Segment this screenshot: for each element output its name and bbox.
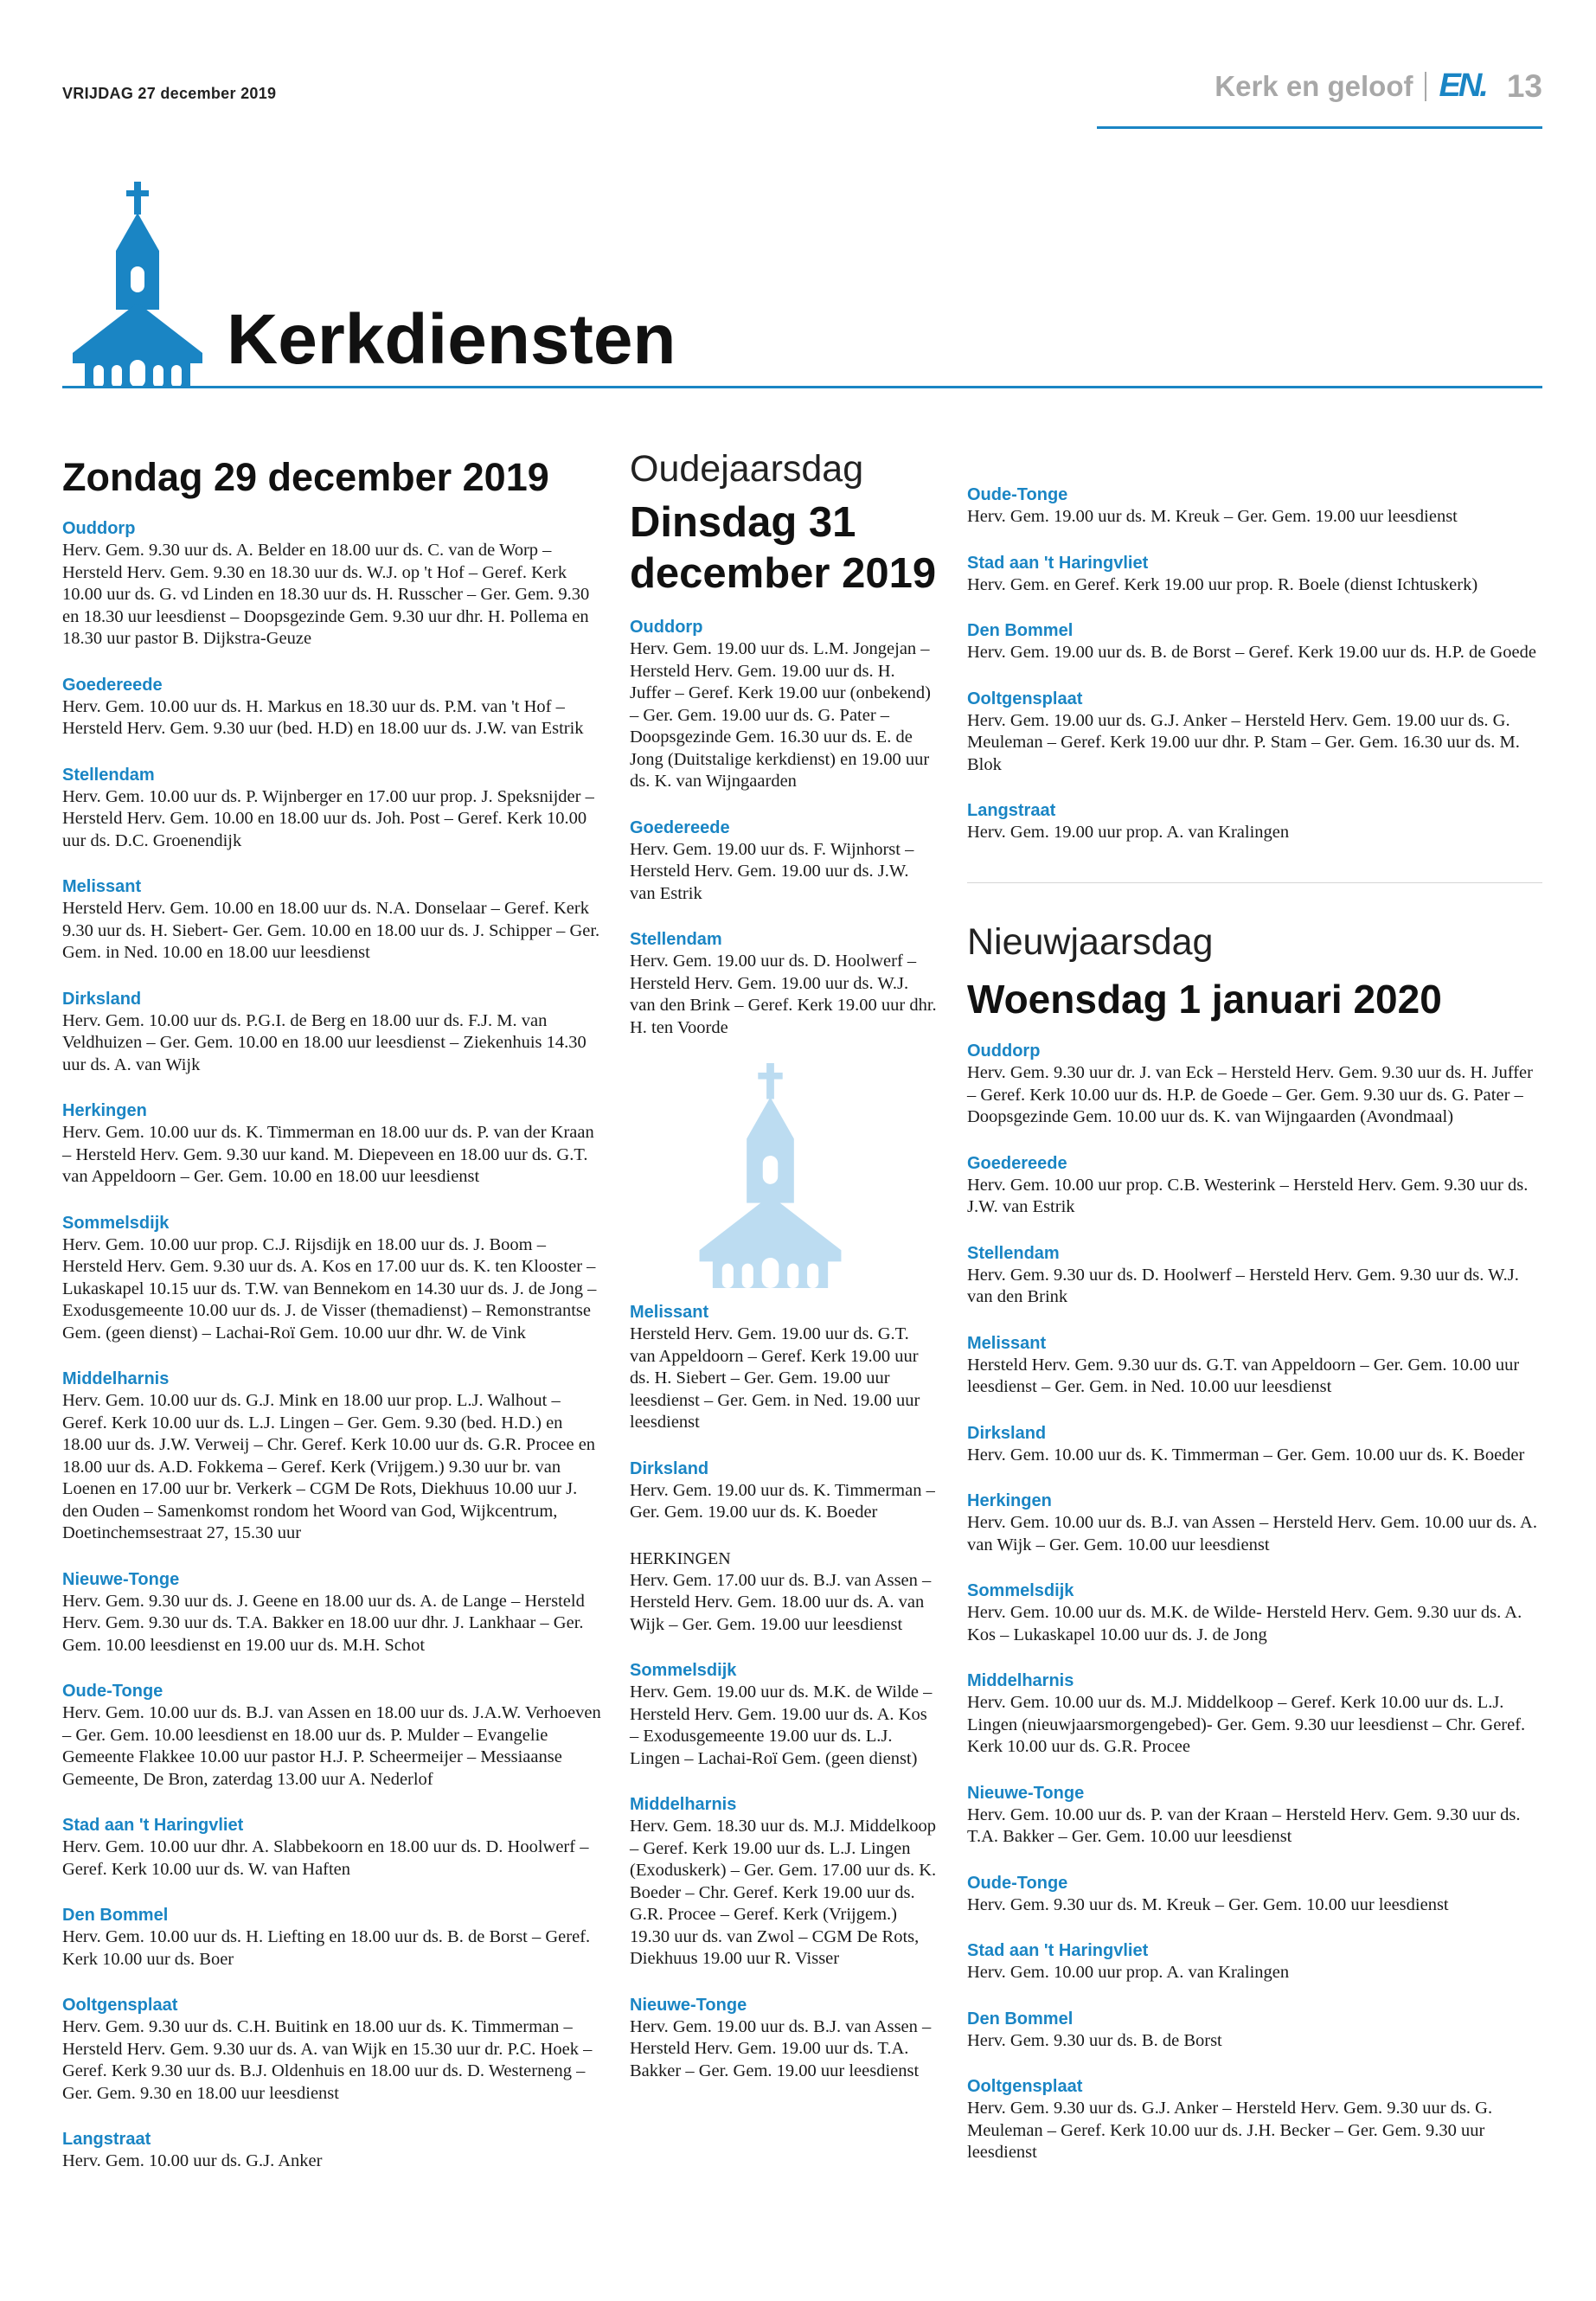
service-details: Herv. Gem. 19.00 uur ds. D. Hoolwerf – Hersteld Herv. Gem. 19.00 uur ds. W.J. van den Brink – Geref. Kerk 19.00 uur dhr. H. ten Voorde [630, 952, 937, 1037]
service-details: Herv. Gem. 10.00 uur ds. G.J. Anker [62, 2151, 323, 2170]
service-details: Herv. Gem. 9.30 uur dr. J. van Eck – Hersteld Herv. Gem. 9.30 uur ds. H. Juffer – Geref. Kerk 10.00 uur ds. H.P. de Goede – Ger. Gem. 9.30 uur ds. G. Pater – Doopsgezinde Gem. 10.00 uur ds. K. van Wijngaarden (Avondmaal) [967, 1063, 1533, 1127]
place-name: Ouddorp [62, 519, 136, 538]
service-details: Herv. Gem. 10.00 uur prop. A. van Kralingen [967, 1963, 1290, 1983]
place-name: Stad aan 't Haringvliet [62, 1816, 244, 1835]
service-details: Herv. Gem. 19.00 uur prop. A. van Kralingen [967, 823, 1290, 842]
en-logo: EN. [1439, 67, 1486, 104]
place-name: Ouddorp [967, 1042, 1041, 1061]
service-details: Herv. Gem. 9.30 uur ds. A. Belder en 18.00 uur ds. C. van de Worp – Hersteld Herv. Gem. 9.30 en 18.30 uur ds. W.J. op 't Hof – Geref. Kerk 10.00 uur ds. G. vd Linden en 18.30 uur ds. H. Russcher – Ger. Gem. 9.30 en 18.30 uur leesdienst – Doopsgezinde Gem. 9.30 uur dhr. H. Pollema en 18.30 uur pastor B. Dijkstra-Geuze [62, 541, 590, 648]
service-entry [62, 1368, 604, 1545]
sunday-column [62, 454, 604, 2197]
service-details: Herv. Gem. 19.00 uur ds. M.K. de Wilde – Hersteld Herv. Gem. 19.00 uur ds. A. Kos – Exodusgemeente 19.00 uur ds. L.J. Lingen – Lachai-Roï Gem. (geen dienst) [630, 1682, 933, 1768]
place-name: Ooltgensplaat [62, 1996, 178, 2015]
oudejaar-entries-bottom [630, 1302, 938, 2082]
service-entry [62, 2129, 604, 2173]
service-entry [967, 1873, 1542, 1917]
sunday-title: Zondag 29 december 2019 [62, 455, 549, 499]
service-entry [62, 1905, 604, 1971]
service-entry [967, 1041, 1542, 1129]
place-name: Den Bommel [967, 621, 1074, 640]
service-entry [967, 1670, 1542, 1759]
service-details: Hersteld Herv. Gem. 19.00 uur ds. G.T. van Appeldoorn – Geref. Kerk 19.00 uur ds. H. Siebert – Ger. Gem. 19.00 uur leesdienst – Ger. Gem. in Ned. 19.00 uur leesdienst [630, 1324, 920, 1433]
service-entry [967, 689, 1542, 777]
service-details: Herv. Gem. 10.00 uur ds. B.J. van Assen en 18.00 uur ds. J.A.W. Verhoeven – Ger. Gem. 10.00 leesdienst en 18.00 uur ds. P. Mulder – Evangelie Gemeente Flakkee 10.00 uur pastor H.J. P. Scheermeijer – Messiaanse Gemeente, De Bron, zaterdag 13.00 uur A. Nederlof [62, 1703, 601, 1789]
service-details: Herv. Gem. 19.00 uur ds. G.J. Anker – Hersteld Herv. Gem. 19.00 uur ds. G. Meuleman – Geref. Kerk 19.00 uur dhr. P. Stam – Ger. Gem. 16.30 uur ds. M. Blok [967, 710, 1520, 774]
service-details: Herv. Gem. 10.00 uur prop. C.B. Westerink – Hersteld Herv. Gem. 9.30 uur ds. J.W. van Estrik [967, 1175, 1529, 1217]
section-name: Kerk en geloof [1215, 69, 1413, 102]
oudejaar-title: Dinsdag 31 december 2019 [630, 499, 937, 598]
place-name: Stellendam [630, 930, 722, 950]
service-entry [62, 1815, 604, 1881]
service-details: Herv. Gem. 19.00 uur ds. F. Wijnhorst – Hersteld Herv. Gem. 19.00 uur ds. J.W. van Estrik [630, 839, 914, 903]
title-rule [62, 386, 1542, 388]
page-title: Kerkdiensten [227, 300, 676, 379]
service-entry [62, 876, 604, 965]
place-name: Middelharnis [967, 1671, 1074, 1691]
place-name: Nieuwe-Tonge [967, 1783, 1085, 1803]
service-details: Herv. Gem. 10.00 uur ds. P.G.I. de Berg en 18.00 uur ds. F.J. M. van Veldhuizen – Ger. Gem. 10.00 en 18.00 uur leesdienst – Ziekenhuis 14.30 uur ds. A. van Wijk [62, 1010, 586, 1074]
service-entry [967, 2076, 1542, 2164]
service-details: Herv. Gem. 19.00 uur ds. B.J. van Assen – Hersteld Herv. Gem. 19.00 uur ds. T.A. Bakker – Ger. Gem. 19.00 uur leesdienst [630, 2016, 932, 2080]
service-details: Hersteld Herv. Gem. 10.00 en 18.00 uur ds. N.A. Donselaar – Geref. Kerk 9.30 uur ds. H. Siebert- Ger. Gem. 10.00 en 18.00 uur ds. J. Schipper – Ger. Gem. in Ned. 10.00 en 18.00 uur leesdienst [62, 899, 600, 962]
place-name: Melissant [630, 1303, 709, 1323]
service-details: Herv. Gem. 19.00 uur ds. B. de Borst – Geref. Kerk 19.00 uur ds. H.P. de Goede [967, 643, 1536, 662]
third-column [967, 484, 1542, 2189]
service-entry [630, 1458, 938, 1524]
page-number: 13 [1506, 67, 1542, 104]
service-details: Herv. Gem. 19.00 uur ds. L.M. Jongejan – Hersteld Herv. Gem. 19.00 uur ds. H. Juffer – Geref. Kerk 19.00 uur (onbekend) – Ger. Gem. 19.00 uur ds. G. Pater – Doopsgezinde Gem. 16.30 uur ds. E. de Jong (Duitstalige kerkdienst) en 19.00 uur ds. K. van Wijngaarden [630, 639, 931, 792]
service-entry [62, 1569, 604, 1657]
service-entry [630, 1995, 938, 2083]
nieuwjaar-subtitle: Nieuwjaarsdag [967, 920, 1214, 963]
place-name: Sommelsdijk [967, 1581, 1074, 1601]
service-entry [630, 1302, 938, 1434]
service-details: Herv. Gem. 18.30 uur ds. M.J. Middelkoop – Geref. Kerk 19.00 uur ds. L.J. Lingen (Exoduskerk) – Ger. Gem. 17.00 uur ds. K. Boeder – Chr. Geref. Kerk 19.00 uur ds. G.R. Procee – Geref. Kerk (Vrijgem.) 19.30 uur ds. van Zwol – CGM De Rots, Diekhuus 19.00 uur R. Visser [630, 1817, 937, 1969]
service-entry [630, 1794, 938, 1971]
service-entry [630, 817, 938, 906]
place-name: Langstraat [967, 801, 1056, 820]
service-entry [967, 484, 1542, 529]
service-entry [62, 1995, 604, 2105]
nieuwjaar-title: Woensdag 1 januari 2020 [967, 976, 1442, 1022]
place-name: Ouddorp [630, 618, 703, 638]
place-name: Nieuwe-Tonge [62, 1569, 180, 1589]
service-details: Herv. Gem. 10.00 uur ds. M.K. de Wilde- Hersteld Herv. Gem. 9.30 uur ds. A. Kos – Lukaskapel 10.00 uur ds. J. de Jong [967, 1603, 1522, 1644]
oudejaar-column [630, 448, 938, 2106]
service-entry [967, 553, 1542, 597]
service-details: Herv. Gem. en Geref. Kerk 19.00 uur prop. R. Boele (dienst Ichtuskerk) [967, 574, 1478, 594]
service-entry [62, 1213, 604, 1345]
service-entry [62, 989, 604, 1077]
service-details: Herv. Gem. 9.30 uur ds. D. Hoolwerf – Hersteld Herv. Gem. 9.30 uur ds. W.J. van den Brink [967, 1265, 1519, 1307]
service-details: Hersteld Herv. Gem. 9.30 uur ds. G.T. van Appeldoorn – Ger. Gem. 10.00 uur leesdienst – Ger. Gem. in Ned. 10.00 uur leesdienst [967, 1355, 1520, 1397]
service-details: Herv. Gem. 10.00 uur ds. H. Liefting en 18.00 uur ds. B. de Borst – Geref. Kerk 10.00 uur ds. Boer [62, 1927, 591, 1969]
service-entry [630, 617, 938, 793]
section-divider [967, 882, 1542, 883]
service-details: Herv. Gem. 10.00 uur ds. M.J. Middelkoop – Geref. Kerk 10.00 uur ds. L.J. Lingen (nieuwjaarsmorgengebed)- Ger. Gem. 9.30 uur leesdienst – Chr. Geref. Kerk 10.00 uur ds. G.R. Procee [967, 1693, 1526, 1757]
service-details: Herv. Gem. 9.30 uur ds. B. de Borst [967, 2030, 1222, 2050]
service-entry [630, 929, 938, 1039]
place-name: Ooltgensplaat [967, 689, 1083, 708]
place-name: Stad aan 't Haringvliet [967, 553, 1149, 573]
place-name: Nieuwe-Tonge [630, 1995, 747, 2015]
service-entry [62, 518, 604, 651]
service-details: Herv. Gem. 10.00 uur ds. K. Timmerman en 18.00 uur ds. P. van der Kraan – Hersteld Herv. Gem. 9.30 uur kand. M. Diepeveen en 18.00 uur ds. G.T. van Appeldoorn – Ger. Gem. 10.00 en 18.00 uur leesdienst [62, 1123, 594, 1186]
place-name: Middelharnis [62, 1369, 170, 1388]
place-name: Den Bommel [62, 1906, 169, 1925]
header-rule [1097, 126, 1542, 129]
page-header [1215, 67, 1542, 105]
service-details: Herv. Gem. 9.30 uur ds. J. Geene en 18.00 uur ds. A. de Lange – Hersteld Herv. Gem. 9.30 uur ds. T.A. Bakker en 18.00 uur dhr. J. Lankhaar – Ger. Gem. 10.00 leesdienst en 19.00 uur ds. M.H. Schot [62, 1591, 585, 1655]
place-name: Dirksland [62, 989, 142, 1009]
service-details: Herv. Gem. 19.00 uur ds. K. Timmerman – Ger. Gem. 19.00 uur ds. K. Boeder [630, 1480, 935, 1522]
service-entry [62, 675, 604, 740]
sunday-entries [62, 518, 604, 2173]
place-name: Oude-Tonge [967, 485, 1068, 504]
service-entry [967, 1490, 1542, 1556]
church-icon [695, 1063, 846, 1288]
service-details: Herv. Gem. 10.00 uur ds. G.J. Mink en 18.00 uur prop. L.J. Walhout – Geref. Kerk 10.00 uur ds. L.J. Lingen – Ger. Gem. 9.30 (bed. H.D.) en 18.00 uur ds. J.W. Verweij – Chr. Geref. Kerk 10.00 uur ds. G.R. Procee en 18.00 uur ds. A.D. Fokkema – Geref. Kerk (Vrijgem.) 9.30 uur br. van Loenen en 17.00 uur br. Verkerk – CGM De Rots, Diekhuus 10.00 uur J. den Ouden – Samenkomst rondom het Woord van God, Wijkcentrum, Doetinchemsestraat 27, 15.30 uur [62, 1391, 596, 1542]
oudejaar-entries-continued [967, 484, 1542, 844]
place-name: Oude-Tonge [967, 1873, 1068, 1893]
service-details: Herv. Gem. 19.00 uur ds. M. Kreuk – Ger. Gem. 19.00 uur leesdienst [967, 507, 1458, 526]
service-details: Herv. Gem. 17.00 uur ds. B.J. van Assen – Hersteld Herv. Gem. 18.00 uur ds. A. van Wijk – Ger. Gem. 19.00 uur leesdienst [630, 1570, 932, 1634]
service-details: Herv. Gem. 10.00 uur ds. P. Wijnberger en 17.00 uur prop. J. Speksnijder – Hersteld Herv. Gem. 10.00 en 18.00 uur ds. Joh. Post – Geref. Kerk 10.00 uur ds. D.C. Groenendijk [62, 786, 594, 850]
service-entry [967, 2009, 1542, 2053]
place-name: Stellendam [967, 1243, 1060, 1263]
place-name: Herkingen [967, 1491, 1052, 1511]
service-entry [630, 1548, 938, 1637]
place-name: Stad aan 't Haringvliet [967, 1941, 1149, 1961]
service-details: Herv. Gem. 9.30 uur ds. C.H. Buitink en 18.00 uur ds. K. Timmerman – Hersteld Herv. Gem. 9.30 uur ds. A. van Wijk en 15.30 uur dr. P.C. Hoek – Geref. Kerk 9.30 uur ds. B.J. Oldenhuis en 18.00 uur ds. D. Westerneng – Ger. Gem. 9.30 en 18.00 uur leesdienst [62, 2017, 593, 2103]
service-details: Herv. Gem. 10.00 uur ds. K. Timmerman – Ger. Gem. 10.00 uur ds. K. Boeder [967, 1445, 1525, 1465]
service-entry [967, 620, 1542, 664]
place-name: Dirksland [967, 1423, 1047, 1443]
place-name: HERKINGEN [630, 1548, 731, 1568]
service-entry [967, 1243, 1542, 1309]
place-name: Goedereede [62, 675, 163, 695]
place-name: Ooltgensplaat [967, 2077, 1083, 2097]
oudejaar-entries-top [630, 617, 938, 1039]
place-name: Den Bommel [967, 2009, 1074, 2029]
place-name: Goedereede [630, 817, 730, 837]
place-name: Melissant [62, 877, 142, 896]
service-entry [62, 1100, 604, 1189]
service-details: Herv. Gem. 10.00 uur dhr. A. Slabbekoorn en 18.00 uur ds. D. Hoolwerf – Geref. Kerk 10.00 uur ds. W. van Haften [62, 1837, 589, 1879]
place-name: Sommelsdijk [630, 1661, 737, 1681]
place-name: Oude-Tonge [62, 1682, 163, 1701]
service-details: Herv. Gem. 10.00 uur ds. P. van der Kraan – Hersteld Herv. Gem. 9.30 uur ds. T.A. Bakker – Ger. Gem. 10.00 uur leesdienst [967, 1804, 1521, 1847]
service-entry [630, 1660, 938, 1770]
service-entry [62, 765, 604, 853]
service-entry [967, 1423, 1542, 1467]
oudejaar-subtitle: Oudejaarsdag [630, 448, 864, 490]
place-name: Melissant [967, 1333, 1047, 1353]
service-details: Herv. Gem. 10.00 uur prop. C.J. Rijsdijk en 18.00 uur ds. J. Boom – Hersteld Herv. Gem. 9.30 uur ds. A. Kos en 17.00 uur ds. K. ten Klooster – Lukaskapel 10.15 uur ds. T.W. van Bennekom en 14.30 uur ds. J. de Jong – Exodusgemeente 10.00 uur ds. J. de Visser (themadienst) – Remonstrantse Gem. (geen dienst) – Lachai-Roï Gem. 10.00 uur dhr. W. de Vink [62, 1234, 597, 1343]
dateline: VRIJDAG 27 december 2019 [62, 85, 277, 102]
place-name: Dirksland [630, 1458, 709, 1478]
place-name: Middelharnis [630, 1795, 737, 1815]
service-details: Herv. Gem. 9.30 uur ds. M. Kreuk – Ger. Gem. 10.00 uur leesdienst [967, 1894, 1449, 1914]
service-entry [967, 1580, 1542, 1646]
service-details: Herv. Gem. 10.00 uur ds. B.J. van Assen – Hersteld Herv. Gem. 10.00 uur ds. A. van Wijk – Ger. Gem. 10.00 uur leesdienst [967, 1513, 1537, 1554]
service-entry [967, 1783, 1542, 1849]
service-details: Herv. Gem. 10.00 uur ds. H. Markus en 18.30 uur ds. P.M. van 't Hof – Hersteld Herv. Gem. 9.30 uur (bed. H.D) en 18.00 uur ds. J.W. van Estrik [62, 696, 584, 738]
service-entry [967, 800, 1542, 844]
service-entry [967, 1153, 1542, 1219]
service-entry [967, 1940, 1542, 1984]
place-name: Langstraat [62, 2130, 151, 2149]
service-entry [62, 1681, 604, 1791]
place-name: Goedereede [967, 1153, 1067, 1173]
place-name: Stellendam [62, 765, 155, 785]
nieuwjaar-entries [967, 1041, 1542, 2164]
header-divider [1425, 72, 1426, 101]
church-icon [73, 182, 202, 388]
service-details: Herv. Gem. 9.30 uur ds. G.J. Anker – Hersteld Herv. Gem. 9.30 uur ds. G. Meuleman – Geref. Kerk 10.00 uur ds. J.H. Becker – Ger. Gem. 9.30 uur leesdienst [967, 2099, 1493, 2163]
place-name: Herkingen [62, 1101, 147, 1120]
place-name: Sommelsdijk [62, 1213, 170, 1233]
service-entry [967, 1333, 1542, 1399]
